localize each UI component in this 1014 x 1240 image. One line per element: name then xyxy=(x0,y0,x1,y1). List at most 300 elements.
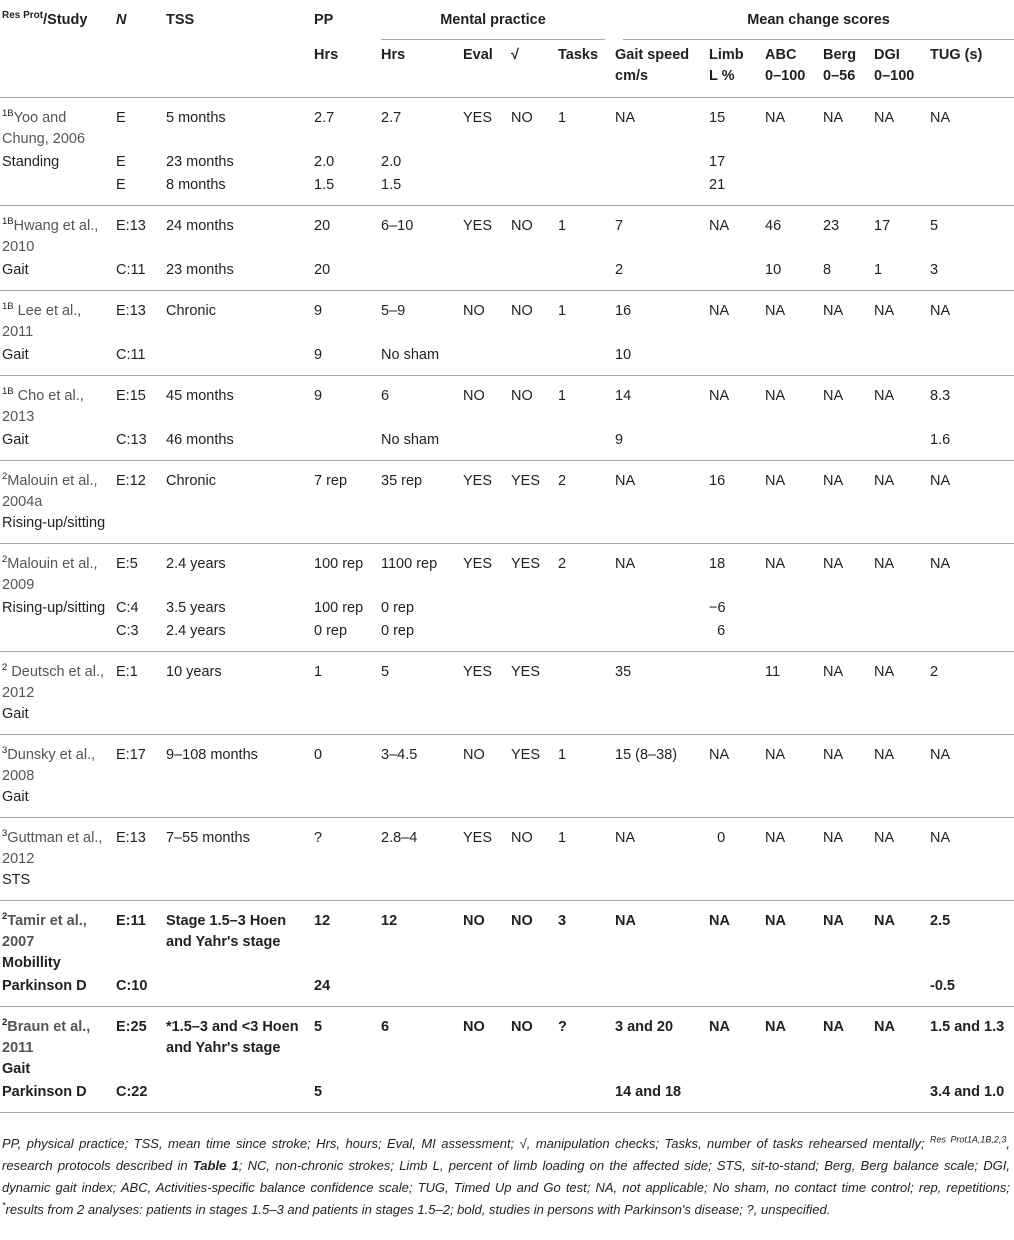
eval-cell: NO xyxy=(463,302,485,319)
berg-cell: NA xyxy=(823,555,844,572)
study-cell xyxy=(0,734,116,817)
study-cell xyxy=(0,900,116,974)
gait-speed-cell: 2 xyxy=(615,261,624,278)
study-name: Tamir et al., 2007 xyxy=(2,912,87,950)
res-prot-superscript: 1B xyxy=(2,215,14,227)
n-cell: C:3 xyxy=(116,622,139,639)
n-cell: E:1 xyxy=(116,663,138,680)
berg-cell xyxy=(823,1080,874,1113)
res-prot-superscript: 2 xyxy=(2,910,8,922)
abc-cell: NA xyxy=(765,555,786,572)
pp-hrs-cell: 9 xyxy=(314,387,323,404)
tasks-cell: 1 xyxy=(558,829,567,846)
table-row xyxy=(0,619,1014,652)
check-cell xyxy=(511,619,558,652)
table-row xyxy=(0,1080,1014,1113)
col-group-mental-practice xyxy=(381,0,615,40)
tss-cell: 2.4 years xyxy=(166,622,226,639)
gait-speed-label: Gait speed xyxy=(615,47,690,63)
dgi-cell xyxy=(874,343,930,376)
tss-cell: 46 months xyxy=(166,431,234,448)
check-cell xyxy=(511,596,558,619)
check-cell: NO xyxy=(511,302,533,319)
gait-speed-cell xyxy=(615,974,709,1007)
abc-cell: NA xyxy=(765,1018,786,1035)
abc-cell: NA xyxy=(765,829,786,846)
tss-cell: 9–108 months xyxy=(166,746,258,763)
berg-cell: NA xyxy=(823,387,844,404)
tasks-cell xyxy=(558,343,615,376)
study-cell xyxy=(0,375,116,428)
table-row xyxy=(0,734,1014,817)
gait-speed-cell xyxy=(615,173,709,206)
col-header-berg xyxy=(823,40,874,97)
n-cell: E xyxy=(116,153,126,170)
berg-cell: NA xyxy=(823,912,844,929)
berg-cell xyxy=(823,596,874,619)
dgi-cell xyxy=(874,619,930,652)
tug-cell xyxy=(930,150,1014,173)
pp-hrs-cell: 20 xyxy=(314,217,331,234)
mp-hrs-cell: 0 rep xyxy=(381,622,415,639)
tasks-cell: 1 xyxy=(558,217,567,234)
check-cell xyxy=(511,1080,558,1113)
abc-cell: NA xyxy=(765,387,786,404)
pp-hrs-cell: 7 rep xyxy=(314,472,348,489)
study-group xyxy=(0,290,1014,375)
study-cell xyxy=(0,343,116,376)
col-header-tss: TSS xyxy=(166,12,195,28)
mp-hrs-cell: 3–4.5 xyxy=(381,746,418,763)
table-row xyxy=(0,900,1014,974)
abc-cell xyxy=(765,619,823,652)
limb-cell: 0 xyxy=(709,829,726,846)
eval-cell: YES xyxy=(463,663,493,680)
mp-hrs-cell: 6–10 xyxy=(381,217,414,234)
pp-hrs-cell: 9 xyxy=(314,346,323,363)
gait-speed-cell: NA xyxy=(615,912,636,929)
study-name: Dunsky et al., 2008 xyxy=(2,746,96,784)
abc-label: ABC xyxy=(765,47,797,63)
n-cell: E:5 xyxy=(116,555,138,572)
study-cell xyxy=(0,460,116,543)
check-cell: YES xyxy=(511,663,541,680)
berg-cell xyxy=(823,619,874,652)
res-prot-superscript: 1B xyxy=(2,300,14,312)
tss-cell: 2.4 years xyxy=(166,555,226,572)
study-cell xyxy=(0,596,116,619)
check-cell: YES xyxy=(511,746,541,763)
tss-cell: Chronic xyxy=(166,302,216,319)
pp-hrs-cell: 100 rep xyxy=(314,599,364,616)
tug-cell: 1.6 xyxy=(930,431,951,448)
study-name: Malouin et al., 2009 xyxy=(2,555,98,593)
tss-cell: 24 months xyxy=(166,217,234,234)
pp-hrs-cell: 1 xyxy=(314,663,323,680)
tug-cell: NA xyxy=(930,746,951,763)
limb-cell: 15 xyxy=(709,109,726,126)
table-row xyxy=(0,460,1014,543)
table-row xyxy=(0,428,1014,461)
study-task: Gait xyxy=(2,261,29,278)
abc-range: 0–100 xyxy=(765,68,806,84)
col-header-mp-hrs: Hrs xyxy=(381,47,406,63)
n-cell: C:11 xyxy=(116,261,146,278)
mp-hrs-cell: 35 rep xyxy=(381,472,423,489)
abc-cell: NA xyxy=(765,302,786,319)
study-name: Braun et al., 2011 xyxy=(2,1018,91,1056)
table-row xyxy=(0,543,1014,596)
study-task: Standing xyxy=(2,153,60,170)
gait-speed-cell xyxy=(615,150,709,173)
eval-cell: YES xyxy=(463,829,493,846)
limb-cell xyxy=(709,1080,765,1113)
table-row xyxy=(0,205,1014,258)
berg-label: Berg xyxy=(823,47,857,63)
res-prot-superscript: 1B xyxy=(2,107,14,119)
eval-cell xyxy=(463,619,511,652)
abc-cell xyxy=(765,343,823,376)
pp-hrs-cell: 2.7 xyxy=(314,109,335,126)
col-header-pp-hrs: Hrs xyxy=(314,47,339,63)
abc-cell: NA xyxy=(765,912,786,929)
eval-cell xyxy=(463,596,511,619)
tasks-cell xyxy=(558,651,615,734)
mp-hrs-cell: 1.5 xyxy=(381,176,402,193)
n-cell: E:13 xyxy=(116,217,146,234)
n-cell: E:13 xyxy=(116,829,146,846)
dgi-cell: NA xyxy=(874,109,895,126)
limb-label: Limb xyxy=(709,47,744,63)
table-row xyxy=(0,173,1014,206)
study-group xyxy=(0,734,1014,817)
abc-cell xyxy=(765,596,823,619)
check-cell: YES xyxy=(511,555,541,572)
n-label: N xyxy=(116,12,127,28)
footnote-text: ; NC, non-chronic strokes; Limb L, percent of limb loading on the affected side; STS, sit-to-stand; Berg, Berg balance scale; DGI, dynamic gait index; ABC, Activities-specific balance confidence scale; TUG, Timed Up and Go test; NA, not applicable; No sham, no contact time control; rep, repetitions; xyxy=(2,1158,1010,1195)
dgi-cell: NA xyxy=(874,555,895,572)
tss-cell: 3.5 years xyxy=(166,599,226,616)
tss-cell: 8 months xyxy=(166,176,226,193)
table-header xyxy=(0,0,1014,97)
check-cell xyxy=(511,343,558,376)
study-group xyxy=(0,1006,1014,1112)
gait-speed-cell xyxy=(615,596,709,619)
res-prot-superscript: 1B xyxy=(2,385,14,397)
col-header-tug: TUG (s) xyxy=(930,47,983,63)
mp-hrs-cell: No sham xyxy=(381,431,440,448)
pp-hrs-cell: 24 xyxy=(314,977,331,994)
study-task: Mobillity xyxy=(2,954,61,971)
study-group xyxy=(0,817,1014,900)
table-row xyxy=(0,343,1014,376)
tasks-cell: 3 xyxy=(558,912,567,929)
check-cell: NO xyxy=(511,829,533,846)
abc-cell xyxy=(765,974,823,1007)
tasks-cell xyxy=(558,150,615,173)
eval-cell xyxy=(463,1080,511,1113)
col-group-mean-change xyxy=(615,0,1014,40)
footnote-text: PP, physical practice; TSS, mean time since stroke; Hrs, hours; Eval, MI assessment; xyxy=(2,1136,520,1151)
tasks-cell: 2 xyxy=(558,555,567,572)
n-cell: E:15 xyxy=(116,387,146,404)
tss-cell: 23 months xyxy=(166,261,234,278)
study-task: Gait xyxy=(2,346,29,363)
check-cell: YES xyxy=(511,472,541,489)
study-label: /Study xyxy=(43,12,88,28)
eval-cell xyxy=(463,258,511,291)
berg-cell xyxy=(823,343,874,376)
tasks-cell xyxy=(558,428,615,461)
tug-cell: 5 xyxy=(930,217,939,234)
tss-cell xyxy=(166,343,314,376)
abc-cell xyxy=(765,428,823,461)
dgi-cell xyxy=(874,428,930,461)
abc-cell: NA xyxy=(765,472,786,489)
abc-cell xyxy=(765,1080,823,1113)
limb-cell: −6 xyxy=(709,599,726,616)
tasks-cell xyxy=(558,974,615,1007)
limb-cell xyxy=(709,428,765,461)
berg-cell xyxy=(823,150,874,173)
pp-hrs-cell: 1.5 xyxy=(314,176,335,193)
gait-speed-cell: 35 xyxy=(615,663,632,680)
dgi-cell xyxy=(874,1080,930,1113)
table-reference: Table 1 xyxy=(192,1158,239,1173)
berg-cell: NA xyxy=(823,663,844,680)
limb-cell: NA xyxy=(709,217,730,234)
eval-cell: NO xyxy=(463,1018,485,1035)
tasks-cell: 1 xyxy=(558,302,567,319)
res-prot-superscript: Res Prot1A,1B,2,3 xyxy=(930,1134,1007,1145)
n-cell: E xyxy=(116,176,126,193)
pp-hrs-cell: ? xyxy=(314,829,323,846)
mp-hrs-cell: 5 xyxy=(381,663,390,680)
n-cell: E:13 xyxy=(116,302,146,319)
mp-hrs-cell xyxy=(381,1080,463,1113)
berg-cell: NA xyxy=(823,1018,844,1035)
col-header-dgi xyxy=(874,40,930,97)
pp-hrs-cell: 100 rep xyxy=(314,555,364,572)
study-cell xyxy=(0,1006,116,1080)
limb-cell xyxy=(709,258,765,291)
eval-cell xyxy=(463,343,511,376)
gait-speed-cell: NA xyxy=(615,829,636,846)
table-footnote xyxy=(2,1133,1010,1221)
n-cell: C:4 xyxy=(116,599,139,616)
n-cell: E xyxy=(116,109,126,126)
tug-cell: 2 xyxy=(930,663,939,680)
tss-cell: 45 months xyxy=(166,387,234,404)
tug-cell xyxy=(930,173,1014,206)
gait-speed-cell: 7 xyxy=(615,217,624,234)
table-row xyxy=(0,375,1014,428)
dgi-cell xyxy=(874,596,930,619)
tasks-cell xyxy=(558,596,615,619)
limb-cell: NA xyxy=(709,302,730,319)
tug-cell: NA xyxy=(930,472,951,489)
dgi-cell xyxy=(874,974,930,1007)
gait-speed-cell: 10 xyxy=(615,346,632,363)
berg-cell: 23 xyxy=(823,217,840,234)
limb-unit: L % xyxy=(709,68,735,84)
n-cell: E:25 xyxy=(116,1018,147,1035)
tug-cell xyxy=(930,596,1014,619)
eval-cell: YES xyxy=(463,109,493,126)
mp-hrs-cell: 0 rep xyxy=(381,599,415,616)
tasks-cell: ? xyxy=(558,1018,567,1035)
col-header-pp: PP xyxy=(314,12,334,28)
gait-speed-cell: 14 xyxy=(615,387,632,404)
berg-cell: NA xyxy=(823,472,844,489)
n-cell: C:10 xyxy=(116,977,148,994)
study-cell xyxy=(0,150,116,173)
eval-cell: NO xyxy=(463,746,485,763)
berg-cell xyxy=(823,428,874,461)
limb-cell: 17 xyxy=(709,153,726,170)
n-cell: C:11 xyxy=(116,346,146,363)
eval-cell: NO xyxy=(463,912,485,929)
study-group xyxy=(0,543,1014,651)
gait-speed-cell: 3 and 20 xyxy=(615,1018,674,1035)
mental-practice-label: Mental practice xyxy=(381,10,605,40)
study-name: Lee et al., 2011 xyxy=(2,302,82,340)
col-header-abc xyxy=(765,40,823,97)
study-task: Parkinson D xyxy=(2,977,87,994)
study-cell xyxy=(0,290,116,343)
abc-cell: 46 xyxy=(765,217,782,234)
eval-cell: NO xyxy=(463,387,485,404)
asterisk-marker: * xyxy=(2,1200,6,1211)
res-prot-superscript: 2 xyxy=(2,553,8,565)
gait-speed-cell: NA xyxy=(615,472,636,489)
pp-hrs-cell: 5 xyxy=(314,1083,323,1100)
limb-cell: 18 xyxy=(709,555,726,572)
dgi-cell: NA xyxy=(874,472,895,489)
limb-cell: NA xyxy=(709,1018,730,1035)
res-prot-superscript: 2 xyxy=(2,470,8,482)
table-row xyxy=(0,150,1014,173)
eval-cell xyxy=(463,173,511,206)
study-cell xyxy=(0,651,116,734)
tss-cell xyxy=(166,974,314,1007)
study-task: Gait xyxy=(2,1060,31,1077)
col-header-check: √ xyxy=(511,47,519,63)
dgi-cell: NA xyxy=(874,1018,895,1035)
mp-hrs-cell: 1100 rep xyxy=(381,555,438,572)
tasks-cell: 2 xyxy=(558,472,567,489)
abc-cell: 10 xyxy=(765,261,782,278)
footnote-text: , research protocols described in xyxy=(2,1136,1010,1173)
study-group xyxy=(0,900,1014,1006)
dgi-label: DGI xyxy=(874,47,900,63)
dgi-cell xyxy=(874,150,930,173)
check-cell: NO xyxy=(511,1018,533,1035)
pp-hrs-cell: 0 rep xyxy=(314,622,348,639)
mean-change-label: Mean change scores xyxy=(623,10,1014,40)
table-row xyxy=(0,97,1014,150)
tug-cell: 3 xyxy=(930,261,939,278)
col-header-eval: Eval xyxy=(463,47,493,63)
check-cell: NO xyxy=(511,387,533,404)
tug-cell xyxy=(930,343,1014,376)
mp-hrs-cell: 12 xyxy=(381,912,398,929)
check-cell xyxy=(511,428,558,461)
berg-cell: NA xyxy=(823,829,844,846)
col-header-n xyxy=(116,0,166,40)
dgi-cell: NA xyxy=(874,746,895,763)
pp-hrs-cell: 20 xyxy=(314,261,331,278)
table-row xyxy=(0,290,1014,343)
mp-hrs-cell: 5–9 xyxy=(381,302,406,319)
tug-cell xyxy=(930,619,1014,652)
study-cell xyxy=(0,173,116,206)
mp-hrs-cell: No sham xyxy=(381,346,440,363)
gait-speed-cell: 14 and 18 xyxy=(615,1083,682,1100)
mp-hrs-cell: 2.7 xyxy=(381,109,402,126)
study-task: STS xyxy=(2,871,31,888)
study-cell xyxy=(0,817,116,900)
col-header-gait-speed xyxy=(615,40,709,97)
gait-speed-cell: 9 xyxy=(615,431,624,448)
tss-cell: 5 months xyxy=(166,109,226,126)
berg-range: 0–56 xyxy=(823,68,856,84)
tss-cell: Stage 1.5–3 Hoen and Yahr's stage xyxy=(166,912,287,950)
limb-cell: NA xyxy=(709,912,730,929)
tasks-cell xyxy=(558,1080,615,1113)
gait-speed-cell: 16 xyxy=(615,302,632,319)
eval-cell: YES xyxy=(463,472,493,489)
study-cell xyxy=(0,205,116,258)
tug-cell: 3.4 and 1.0 xyxy=(930,1083,1005,1100)
gait-speed-cell: NA xyxy=(615,555,636,572)
gait-speed-cell: NA xyxy=(615,109,636,126)
res-prot-superscript: 3 xyxy=(2,827,8,839)
study-cell xyxy=(0,428,116,461)
limb-cell: NA xyxy=(709,387,730,404)
study-cell xyxy=(0,258,116,291)
check-cell: NO xyxy=(511,217,533,234)
dgi-cell: NA xyxy=(874,912,895,929)
study-task: Gait xyxy=(2,431,29,448)
berg-cell: NA xyxy=(823,109,844,126)
berg-cell: 8 xyxy=(823,261,832,278)
footnote-text: results from 2 analyses: patients in stages 1.5–3 and patients in stages 1.5–2; bold, studies in persons with Parkinson's disease; ?, unspecified. xyxy=(5,1202,831,1217)
berg-cell xyxy=(823,974,874,1007)
study-name: Yoo and Chung, 2006 xyxy=(2,109,86,147)
study-name: Hwang et al., 2010 xyxy=(2,217,99,255)
study-task: Rising-up/sitting xyxy=(2,514,106,531)
abc-cell xyxy=(765,150,823,173)
study-group xyxy=(0,375,1014,460)
tasks-cell: 1 xyxy=(558,746,567,763)
abc-cell xyxy=(765,173,823,206)
limb-cell xyxy=(709,651,765,734)
mp-hrs-cell: 2.8–4 xyxy=(381,829,418,846)
tasks-cell: 1 xyxy=(558,387,567,404)
limb-cell: 21 xyxy=(709,176,726,193)
tss-cell: Chronic xyxy=(166,472,216,489)
res-prot-superscript: Res Prot xyxy=(2,10,44,22)
berg-cell xyxy=(823,173,874,206)
mp-hrs-cell: 6 xyxy=(381,387,390,404)
res-prot-superscript: 2 xyxy=(2,1016,8,1028)
pp-hrs-cell: 0 xyxy=(314,746,323,763)
check-cell xyxy=(511,150,558,173)
pp-hrs-cell: 12 xyxy=(314,912,331,929)
tug-cell: 8.3 xyxy=(930,387,951,404)
table-row xyxy=(0,817,1014,900)
